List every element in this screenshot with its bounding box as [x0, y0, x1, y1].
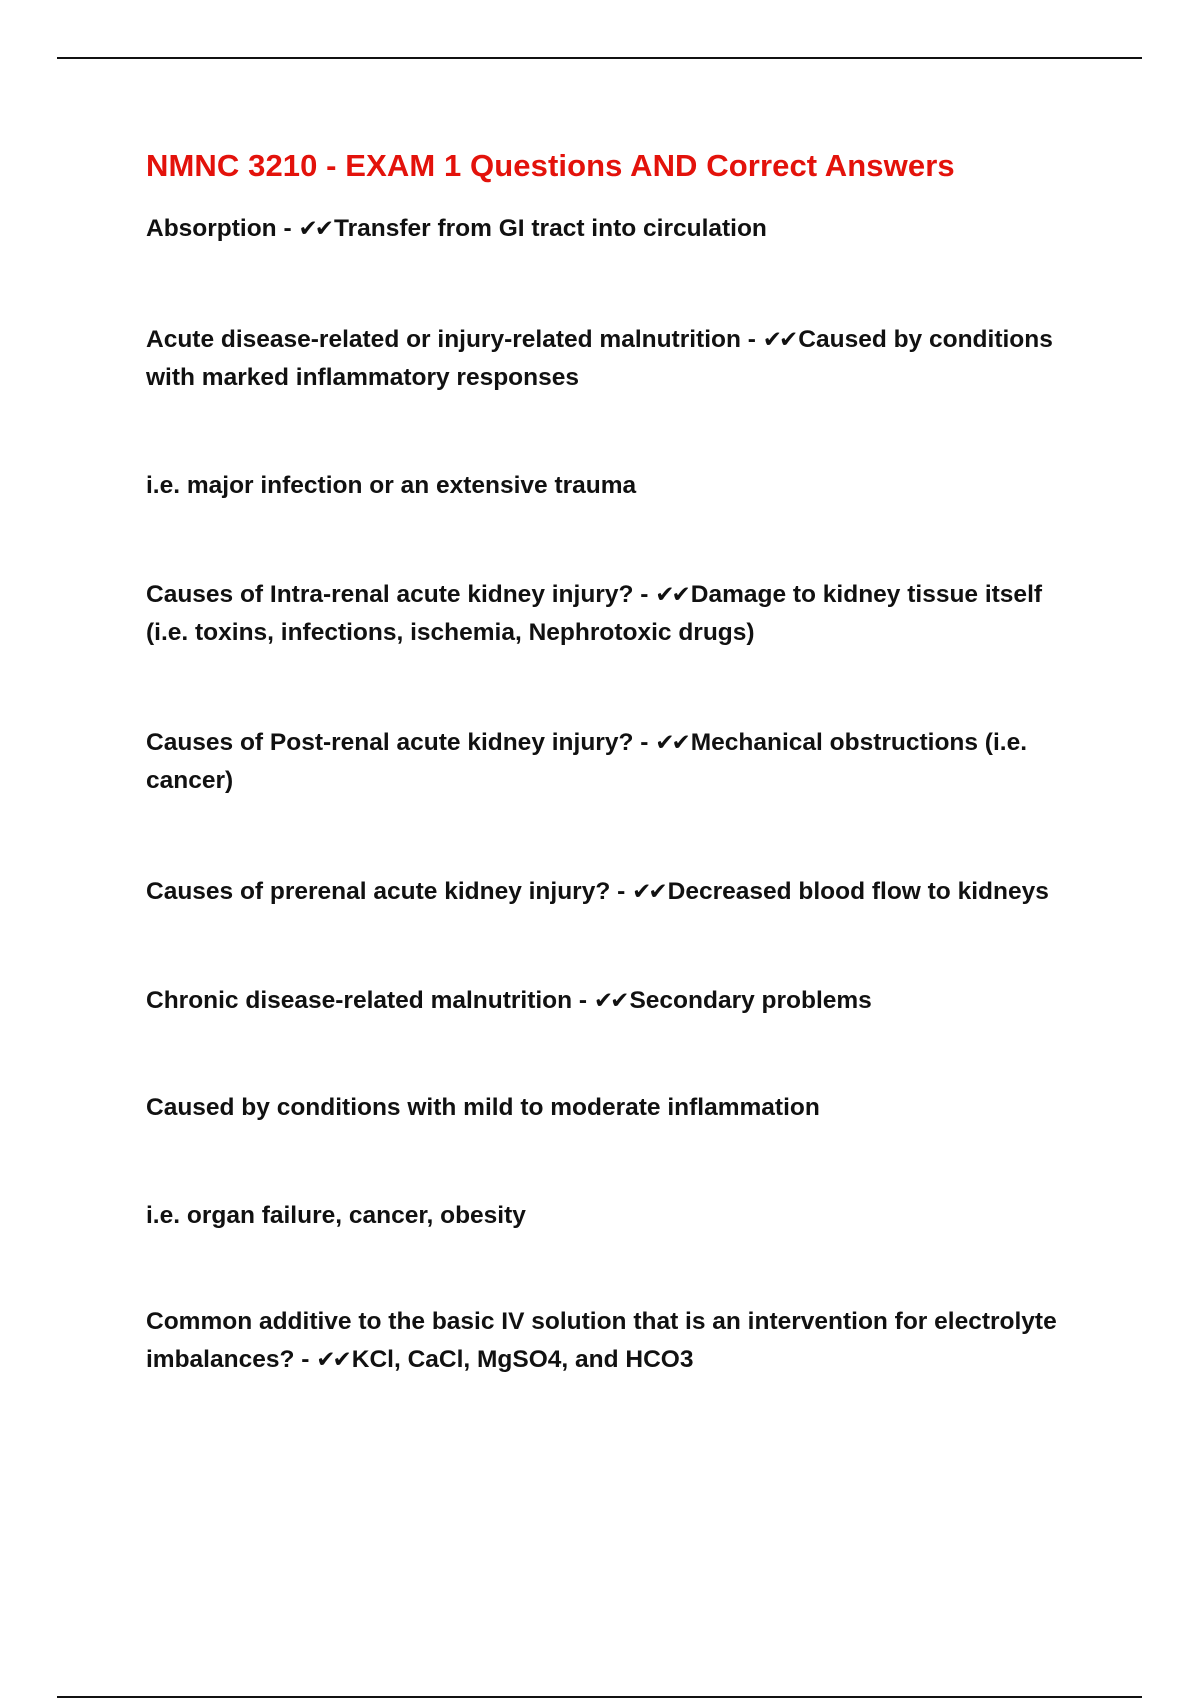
double-check-icon: ✔✔: [298, 216, 331, 242]
entry-term: Causes of Intra-renal acute kidney injury?: [146, 581, 634, 608]
entry-answer: Caused by conditions with marked inflammatory responses: [146, 326, 1053, 391]
note-line: Caused by conditions with mild to moderate inflammation: [146, 1094, 820, 1121]
double-check-icon: ✔✔: [655, 730, 688, 756]
double-check-icon: ✔✔: [762, 327, 796, 353]
entry-term: Common additive to the basic IV solution that is an intervention for electrolyte imbalances?: [146, 1308, 1057, 1373]
qa-entry: Chronic disease-related malnutrition - ✔✔ Secondary problems: [146, 987, 872, 1014]
qa-entry: Causes of prerenal acute kidney injury? - ✔✔ Decreased blood flow to kidneys: [146, 878, 1049, 905]
entry-term: Absorption: [146, 215, 277, 242]
entry-answer: Mechanical obstructions (i.e. cancer): [146, 729, 1028, 794]
entry-answer: Decreased blood flow to kidneys: [667, 878, 1049, 905]
note-line: i.e. major infection or an extensive trauma: [146, 472, 637, 499]
entry-answer: KCl, CaCl, MgSO4, and HCO3: [351, 1346, 694, 1373]
double-check-icon: ✔✔: [632, 879, 665, 905]
note-line: i.e. organ failure, cancer, obesity: [146, 1202, 526, 1229]
entry-answer: Transfer from GI tract into circulation: [333, 215, 767, 242]
document-title: NMNC 3210 - EXAM 1 Questions AND Correct Answers: [146, 148, 955, 183]
qa-entry: Causes of Intra-renal acute kidney injury? - ✔✔ Damage to kidney tissue itself (i.e. toxins, infections, ischemia, Nephrotoxic drugs): [146, 581, 1043, 646]
entry-term: Acute disease-related or injury-related malnutrition: [146, 326, 741, 353]
entry-term: Causes of prerenal acute kidney injury?: [146, 878, 611, 905]
entry-answer: Secondary problems: [629, 987, 872, 1014]
double-check-icon: ✔✔: [593, 988, 627, 1014]
qa-entry: Acute disease-related or injury-related malnutrition - ✔✔ Caused by conditions with marked inflammatory responses: [146, 326, 1053, 391]
entry-term: Chronic disease-related malnutrition: [146, 987, 573, 1014]
entry-answer: Damage to kidney tissue itself (i.e. toxins, infections, ischemia, Nephrotoxic drugs): [146, 581, 1043, 646]
entry-term: Causes of Post-renal acute kidney injury?: [146, 729, 634, 756]
qa-entry: Causes of Post-renal acute kidney injury? - ✔✔ Mechanical obstructions (i.e. cancer): [146, 729, 1028, 794]
qa-entry: Common additive to the basic IV solution that is an intervention for electrolyte imbalances? - ✔✔ KCl, CaCl, MgSO4, and HCO3: [146, 1308, 1057, 1373]
double-check-icon: ✔✔: [316, 1347, 349, 1373]
footer-rule: [57, 1696, 1142, 1698]
header-rule: [57, 57, 1142, 59]
double-check-icon: ✔✔: [655, 582, 688, 608]
qa-entry: Absorption - ✔✔ Transfer from GI tract into circulation: [146, 215, 767, 242]
